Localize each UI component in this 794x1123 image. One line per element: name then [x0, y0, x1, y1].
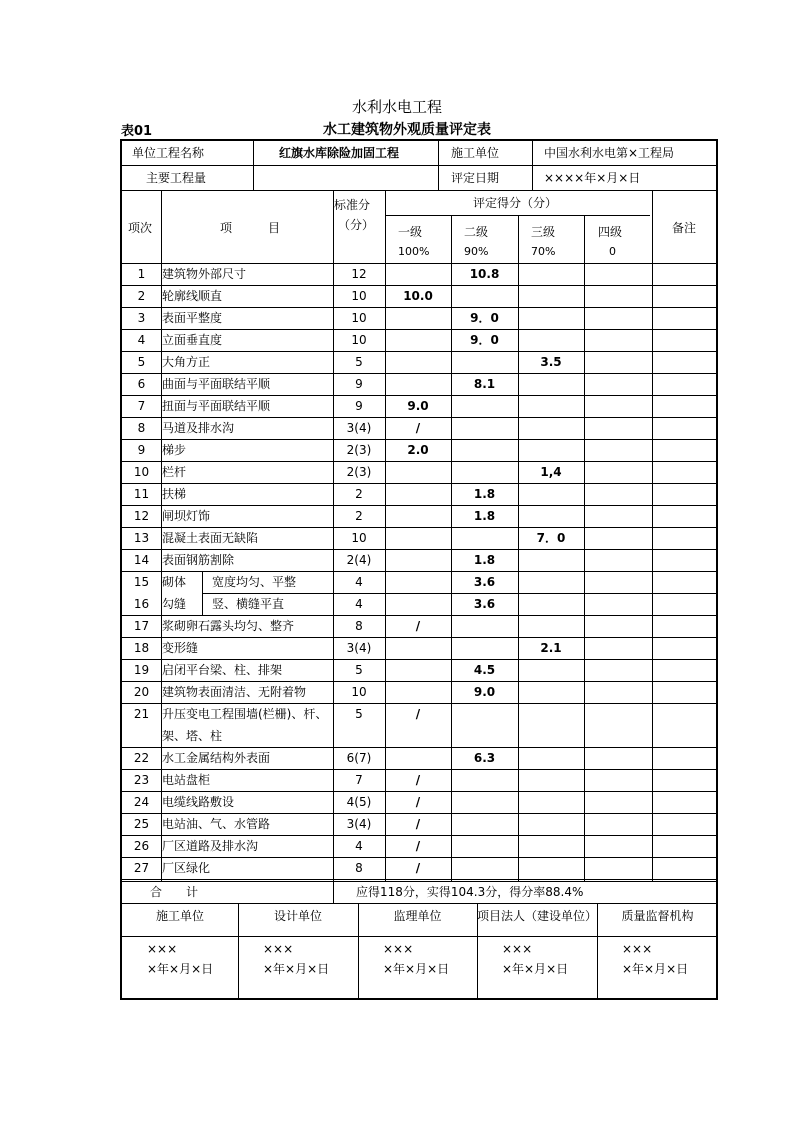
- row-score-g1: 9.0: [407, 399, 429, 413]
- signature-header: 监理单位: [393, 909, 442, 923]
- row-std-score: 7: [355, 773, 363, 787]
- row-score-g3: 2.1: [540, 641, 562, 655]
- row-item: 马道及排水沟: [162, 421, 235, 435]
- row-divider: [122, 373, 716, 374]
- row-item: 表面平整度: [162, 311, 223, 325]
- row-no: 13: [133, 531, 150, 545]
- signature-name: ×××: [147, 942, 178, 956]
- col-grade2: 二级: [464, 225, 489, 239]
- row-no: 26: [133, 839, 150, 853]
- signature-date: ×年×月×日: [263, 962, 330, 976]
- main-quantity-label: 主要工程量: [146, 171, 207, 185]
- row-score-g1: /: [415, 817, 421, 831]
- row-score-g1: /: [415, 861, 421, 875]
- col-eval: 评定得分（分）: [473, 196, 558, 210]
- signature-date: ×年×月×日: [147, 962, 214, 976]
- row-std-score: 6(7): [346, 751, 372, 765]
- row-score-g1: /: [415, 795, 421, 809]
- row-item: 大角方正: [162, 355, 211, 369]
- row-item: 竖、横缝平直: [212, 597, 285, 611]
- row-no: 25: [133, 817, 150, 831]
- unit-name-value: 红旗水库除险加固工程: [279, 146, 400, 160]
- form-title: 水工建筑物外观质量评定表: [323, 122, 491, 138]
- row-no: 8: [137, 421, 146, 435]
- col-item: 项 目: [220, 221, 281, 235]
- row-std-score: 2(3): [346, 443, 372, 457]
- col-grade4: 四级: [598, 225, 623, 239]
- row-score-g2: 1.8: [473, 553, 496, 567]
- row-item: 建筑物外部尺寸: [162, 267, 247, 281]
- row-item: 水工金属结构外表面: [162, 751, 271, 765]
- row-divider: [202, 593, 716, 594]
- row-no: 17: [133, 619, 150, 633]
- row-std-score: 4: [355, 839, 363, 853]
- row-divider: [122, 879, 716, 880]
- row-score-g2: 3.6: [473, 575, 496, 589]
- row-divider: [122, 835, 716, 836]
- row-score-g2: 3.6: [473, 597, 496, 611]
- row-no: 3: [137, 311, 146, 325]
- row-no: 7: [137, 399, 146, 413]
- row-divider: [122, 395, 716, 396]
- row-item-line2: 架、塔、柱: [162, 729, 223, 743]
- row-no: 5: [137, 355, 146, 369]
- signature-name: ×××: [383, 942, 414, 956]
- row-std-score: 3(4): [346, 421, 372, 435]
- row-score-g2: 9．0: [470, 333, 499, 347]
- row-std-score: 4: [355, 597, 363, 611]
- row-no: 22: [133, 751, 150, 765]
- row-item: 闸坝灯饰: [162, 509, 211, 523]
- row-item: 建筑物表面清洁、无附着物: [162, 685, 307, 699]
- row-std-score: 8: [355, 619, 363, 633]
- row-item: 厂区道路及排水沟: [162, 839, 259, 853]
- row-item: 栏杆: [162, 465, 187, 479]
- row-score-g1: /: [415, 619, 421, 633]
- row-divider: [122, 285, 716, 286]
- row-item: 厂区绿化: [162, 861, 211, 875]
- row-no: 14: [133, 553, 150, 567]
- row-divider: [122, 549, 716, 550]
- row-std-score: 4: [355, 575, 363, 589]
- row-score-g1: /: [415, 421, 421, 435]
- row-std-score: 10: [351, 333, 367, 347]
- row-no: 9: [137, 443, 146, 457]
- row-no: 18: [133, 641, 150, 655]
- row-std-score: 10: [351, 311, 367, 325]
- row-no: 27: [133, 861, 150, 875]
- row-std-score: 3(4): [346, 817, 372, 831]
- row-divider: [122, 329, 716, 330]
- col-std-2: （分）: [338, 218, 375, 232]
- group-label: 砌体: [162, 575, 187, 589]
- col-no: 项次: [128, 221, 153, 235]
- row-item: 表面钢筋割除: [162, 553, 235, 567]
- group-divider: [202, 571, 203, 615]
- row-no: 16: [133, 597, 150, 611]
- row-divider: [122, 527, 716, 528]
- row-item: 升压变电工程围墙(栏栅)、杆、: [162, 707, 328, 721]
- row-std-score: 12: [351, 267, 367, 281]
- row-no: 23: [133, 773, 150, 787]
- row-score-g1: /: [415, 707, 421, 721]
- row-divider: [122, 791, 716, 792]
- row-divider: [122, 615, 716, 616]
- row-item: 梯步: [162, 443, 187, 457]
- row-divider: [122, 461, 716, 462]
- row-score-g2: 10.8: [469, 267, 500, 281]
- row-no: 21: [133, 707, 150, 721]
- table-number: 表01: [121, 124, 153, 139]
- row-divider: [122, 857, 716, 858]
- row-item: 电站油、气、水管路: [162, 817, 271, 831]
- row-divider: [122, 659, 716, 660]
- row-item: 变形缝: [162, 641, 199, 655]
- total-label: 合 计: [150, 885, 199, 899]
- row-score-g2: 9.0: [473, 685, 496, 699]
- row-divider: [122, 637, 716, 638]
- signature-header: 项目法人（建设单位）: [477, 909, 598, 923]
- row-item: 曲面与平面联结平顺: [162, 377, 271, 391]
- group-label: 勾缝: [162, 597, 187, 611]
- signature-header: 质量监督机构: [621, 909, 694, 923]
- row-item: 轮廓线顺直: [162, 289, 223, 303]
- col-grade4-pct: 0: [609, 245, 616, 258]
- row-std-score: 9: [355, 399, 363, 413]
- row-divider: [122, 417, 716, 418]
- row-score-g3: 7．0: [536, 531, 566, 545]
- row-no: 6: [137, 377, 146, 391]
- row-divider: [122, 813, 716, 814]
- row-score-g2: 1.8: [473, 509, 496, 523]
- row-divider: [122, 769, 716, 770]
- col-grade3-pct: 70%: [531, 245, 556, 258]
- row-divider: [122, 681, 716, 682]
- row-std-score: 4(5): [346, 795, 372, 809]
- row-no: 19: [133, 663, 150, 677]
- row-item: 电缆线路敷设: [162, 795, 235, 809]
- row-score-g1: 2.0: [407, 443, 429, 457]
- col-grade3: 三级: [531, 225, 556, 239]
- row-no: 11: [133, 487, 150, 501]
- unit-name-label: 单位工程名称: [132, 146, 205, 160]
- row-std-score: 2: [355, 487, 363, 501]
- row-item: 电站盘柜: [162, 773, 211, 787]
- row-score-g3: 1,4: [540, 465, 562, 479]
- total-text: 应得118分，实得104.3分，得分率88.4%: [356, 885, 584, 899]
- eval-date-label: 评定日期: [451, 171, 500, 185]
- row-score-g1: /: [415, 773, 421, 787]
- row-score-g2: 1.8: [473, 487, 496, 501]
- signature-name: ×××: [622, 942, 653, 956]
- row-divider: [122, 571, 716, 572]
- col-remark: 备注: [672, 221, 697, 235]
- col-grade1-pct: 100%: [398, 245, 430, 258]
- row-no: 10: [133, 465, 150, 479]
- row-divider: [122, 703, 716, 704]
- row-item: 启闭平台梁、柱、排架: [162, 663, 283, 677]
- row-score-g2: 8.1: [473, 377, 496, 391]
- top-title: 水利水电工程: [351, 98, 442, 116]
- row-no: 20: [133, 685, 150, 699]
- col-grade2-pct: 90%: [464, 245, 489, 258]
- row-score-g3: 3.5: [540, 355, 562, 369]
- row-item: 立面垂直度: [162, 333, 223, 347]
- construction-unit-label: 施工单位: [451, 146, 500, 160]
- signature-name: ×××: [263, 942, 294, 956]
- row-score-g2: 6.3: [473, 751, 496, 765]
- row-no: 4: [137, 333, 146, 347]
- signature-name: ×××: [502, 942, 533, 956]
- signature-header: 设计单位: [273, 909, 322, 923]
- row-no: 12: [133, 509, 150, 523]
- row-divider: [122, 747, 716, 748]
- row-no: 15: [133, 575, 150, 589]
- row-std-score: 5: [355, 355, 363, 369]
- row-divider: [122, 483, 716, 484]
- row-score-g1: /: [415, 839, 421, 853]
- row-no: 24: [133, 795, 150, 809]
- row-std-score: 3(4): [346, 641, 372, 655]
- row-std-score: 2(4): [346, 553, 372, 567]
- row-divider: [122, 505, 716, 506]
- row-no: 1: [137, 267, 146, 281]
- signature-date: ×年×月×日: [622, 962, 689, 976]
- row-std-score: 10: [351, 685, 367, 699]
- row-std-score: 10: [351, 531, 367, 545]
- row-std-score: 10: [351, 289, 367, 303]
- row-item: 扭面与平面联结平顺: [162, 399, 271, 413]
- row-item: 混凝土表面无缺陷: [162, 531, 259, 545]
- row-std-score: 5: [355, 663, 363, 677]
- row-std-score: 2: [355, 509, 363, 523]
- row-std-score: 5: [355, 707, 363, 721]
- row-std-score: 8: [355, 861, 363, 875]
- row-std-score: 9: [355, 377, 363, 391]
- col-std-1: 标准分: [334, 198, 371, 212]
- row-divider: [122, 307, 716, 308]
- row-divider: [122, 439, 716, 440]
- row-score-g1: 10.0: [403, 289, 433, 303]
- signature-date: ×年×月×日: [502, 962, 569, 976]
- row-item: 扶梯: [162, 487, 187, 501]
- signature-header: 施工单位: [155, 909, 204, 923]
- signature-date: ×年×月×日: [383, 962, 450, 976]
- row-divider: [122, 351, 716, 352]
- row-no: 2: [137, 289, 146, 303]
- evaluation-table: [120, 139, 718, 1000]
- col-grade1: 一级: [398, 225, 423, 239]
- row-item: 宽度均匀、平整: [212, 575, 297, 589]
- row-score-g2: 9．0: [470, 311, 499, 325]
- construction-unit-value: 中国水利水电第×工程局: [544, 146, 675, 160]
- row-item: 浆砌卵石露头均匀、整齐: [162, 619, 295, 633]
- row-score-g2: 4.5: [473, 663, 496, 677]
- row-std-score: 2(3): [346, 465, 372, 479]
- eval-date-value: ××××年×月×日: [544, 171, 641, 185]
